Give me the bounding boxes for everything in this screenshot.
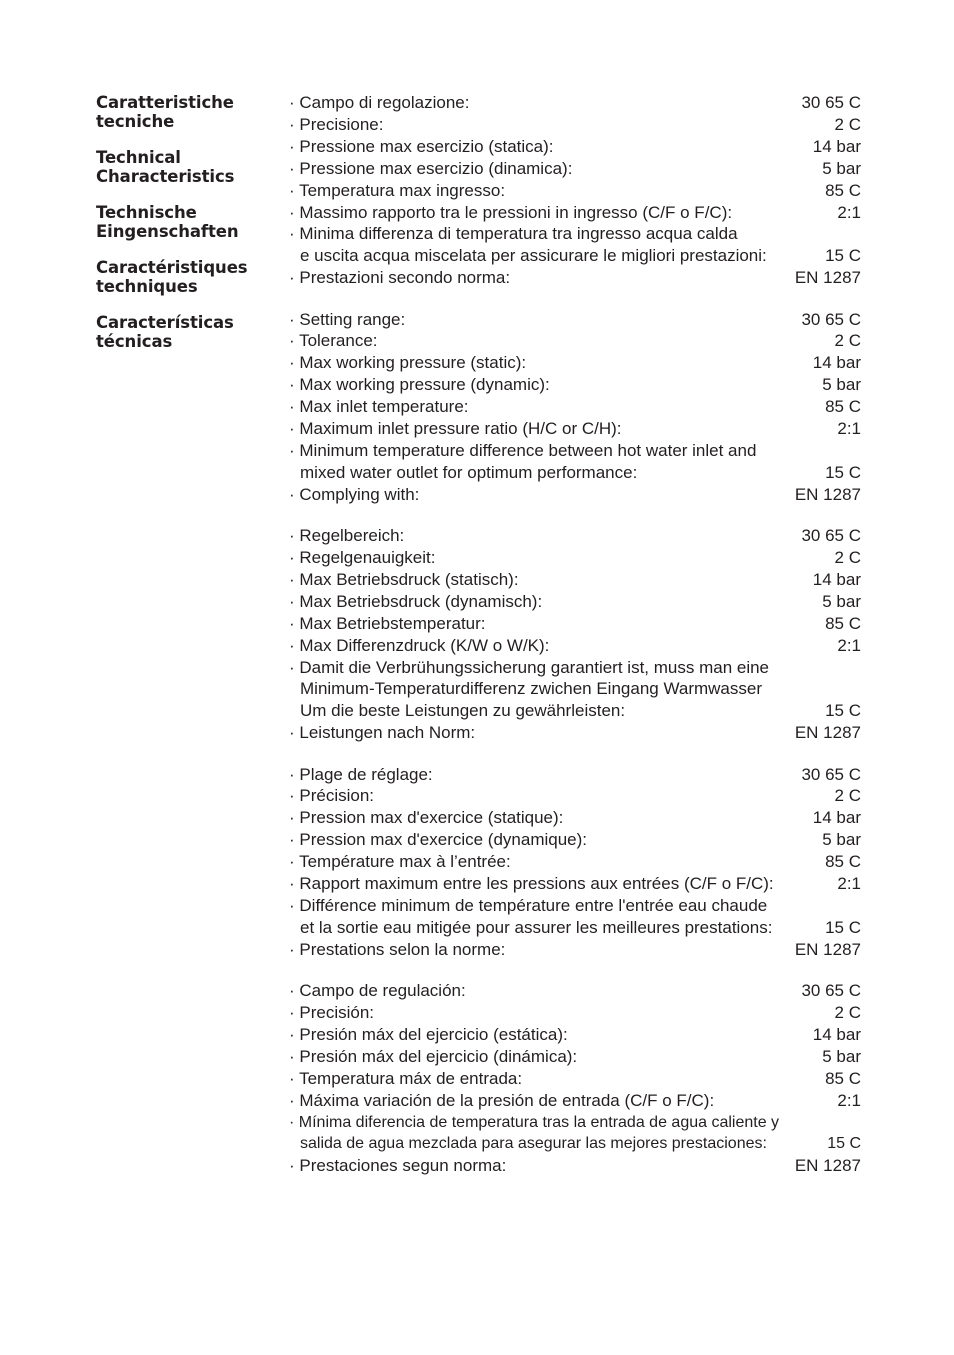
spec-value: 2:1 — [837, 874, 861, 894]
spec-label: · Campo di regolazione: — [289, 93, 470, 112]
spec-label: · Prestations selon la norme: — [289, 939, 506, 959]
spec-label: Um die beste Leistungen zu gewährleisten: — [300, 701, 626, 721]
spec-row — [289, 895, 861, 917]
spec-value: 14 bar — [812, 1024, 861, 1044]
spec-row — [289, 917, 861, 939]
spec-section-english — [289, 309, 861, 506]
spec-row — [289, 569, 861, 591]
spec-label: · Mínima diferencia de temperatura tras la entrada de agua caliente y — [289, 1113, 780, 1131]
spec-label: · Presión máx del ejercicio (estática): — [289, 1024, 568, 1044]
spec-label: · Max working pressure (static): — [289, 353, 527, 373]
spec-row — [289, 785, 861, 807]
title-english — [96, 149, 281, 186]
spec-label: · Minima differenza di temperatura tra ingresso acqua calda — [289, 224, 738, 244]
spec-label: · Température max à l’entrée: — [289, 852, 511, 872]
spec-label: · Precisione: — [289, 114, 384, 134]
title-line: Characteristics — [96, 166, 235, 186]
spec-row — [289, 547, 861, 569]
spec-value: 5 bar — [822, 1046, 861, 1066]
spec-value: 15 C — [825, 917, 861, 937]
spec-row — [289, 440, 861, 462]
spec-value: 2 C — [834, 548, 861, 567]
title-line: Eingenschaften — [96, 221, 239, 241]
spec-value: 14 bar — [812, 808, 861, 828]
title-line: Características — [96, 313, 234, 332]
spec-value: 5 bar — [822, 830, 861, 850]
title-spanish — [96, 314, 281, 351]
spec-label: · Presión máx del ejercicio (dinámica): — [289, 1046, 578, 1066]
spec-row — [289, 980, 861, 1002]
spec-value: 15 C — [825, 701, 861, 721]
spec-value: 5 bar — [822, 158, 861, 178]
spec-label: · Campo de regulación: — [289, 981, 466, 1001]
spec-row — [289, 1046, 861, 1068]
spec-label: · Différence minimum de température entre l'entrée eau chaude — [289, 895, 768, 915]
spec-row — [289, 1155, 861, 1177]
spec-label: · Leistungen nach Norm: — [289, 723, 476, 743]
spec-row — [289, 396, 861, 418]
spec-value: 85 C — [825, 613, 861, 633]
spec-label: · Max Betriebstemperatur: — [289, 613, 486, 633]
spec-row — [289, 484, 861, 506]
spec-value: EN 1287 — [794, 484, 861, 504]
spec-row — [289, 939, 861, 961]
spec-label: et la sortie eau mitigée pour assurer les meilleures prestations: — [300, 917, 773, 937]
spec-label: · Pression max d'exercice (statique): — [289, 808, 564, 828]
spec-label: Minimum-Temperaturdifferenz zwichen Eingang Warmwasser — [300, 679, 762, 699]
spec-row — [289, 1090, 861, 1112]
title-italian — [96, 94, 281, 131]
spec-value: 2 C — [834, 331, 861, 351]
spec-value: 14 bar — [812, 136, 861, 156]
spec-label: · Precisión: — [289, 1003, 375, 1022]
spec-row — [289, 309, 861, 331]
title-line: técnicas — [96, 331, 173, 351]
spec-label: · Max Betriebsdruck (statisch): — [289, 569, 519, 589]
spec-row — [289, 330, 861, 352]
spec-label: · Damit die Verbrühungssicherung garantiert ist, muss man eine — [289, 657, 770, 677]
spec-section-italian — [289, 92, 861, 289]
spec-row — [289, 1133, 861, 1155]
spec-value: 30 65 C — [801, 93, 861, 112]
spec-value: 15 C — [825, 246, 861, 266]
spec-row — [289, 829, 861, 851]
spec-value: 14 bar — [812, 353, 861, 373]
spec-value: 2 C — [834, 114, 861, 134]
spec-value: EN 1287 — [794, 723, 861, 743]
spec-label: · Rapport maximum entre les pressions aux entrées (C/F o F/C): — [289, 874, 774, 894]
spec-label: salida de agua mezclada para asegurar las mejores prestaciones: — [300, 1135, 767, 1153]
spec-row — [289, 1112, 861, 1134]
spec-label: · Précision: — [289, 786, 375, 806]
spec-label: · Plage de réglage: — [289, 764, 433, 784]
spec-value: EN 1287 — [794, 268, 861, 288]
spec-value: 30 65 C — [801, 526, 861, 546]
title-line: Caractéristiques — [96, 258, 248, 277]
title-line: Technische — [96, 203, 197, 222]
spec-value: 2:1 — [837, 419, 861, 439]
spec-row — [289, 223, 861, 245]
title-line: tecniche — [96, 111, 175, 131]
spec-label: · Prestazioni secondo norma: — [289, 268, 511, 288]
spec-row — [289, 352, 861, 374]
spec-row — [289, 1002, 861, 1024]
spec-label: · Max inlet temperature: — [289, 397, 469, 417]
spec-row — [289, 136, 861, 158]
spec-row — [289, 613, 861, 635]
spec-row — [289, 374, 861, 396]
spec-row — [289, 418, 861, 440]
spec-row — [289, 678, 861, 700]
spec-label: · Prestaciones segun norma: — [289, 1156, 507, 1176]
spec-value: 85 C — [825, 180, 861, 200]
spec-value: 5 bar — [822, 375, 861, 395]
spec-row — [289, 202, 861, 224]
spec-label: · Pression max d'exercice (dynamique): — [289, 830, 588, 850]
spec-label: · Massimo rapporto tra le pressioni in ingresso (C/F o F/C): — [289, 202, 733, 222]
spec-row — [289, 764, 861, 786]
spec-value: 30 65 C — [801, 309, 861, 329]
section-titles — [96, 94, 281, 351]
spec-value: 85 C — [825, 1068, 861, 1088]
spec-row — [289, 92, 861, 114]
spec-row — [289, 114, 861, 136]
spec-row — [289, 807, 861, 829]
spec-value: 85 C — [825, 397, 861, 417]
spec-label: · Max working pressure (dynamic): — [289, 375, 550, 395]
spec-label: · Complying with: — [289, 484, 420, 504]
title-german — [96, 204, 281, 241]
spec-section-french — [289, 764, 861, 961]
spec-label: · Max Betriebsdruck (dynamisch): — [289, 591, 543, 611]
spec-row — [289, 267, 861, 289]
spec-section-german — [289, 525, 861, 744]
spec-value: 2 C — [834, 786, 861, 806]
spec-value: 2 C — [834, 1003, 861, 1022]
spec-value: 30 65 C — [801, 764, 861, 784]
spec-row — [289, 525, 861, 547]
spec-label: · Regelgenauigkeit: — [289, 548, 436, 567]
spec-value: 30 65 C — [801, 981, 861, 1001]
title-line: Caratteristiche — [96, 93, 234, 112]
spec-row — [289, 1068, 861, 1090]
spec-value: EN 1287 — [794, 1156, 861, 1176]
spec-label: e uscita acqua miscelata per assicurare le migliori prestazioni: — [300, 246, 767, 266]
spec-label: · Pressione max esercizio (dinamica): — [289, 158, 573, 178]
spec-row — [289, 851, 861, 873]
spec-row — [289, 873, 861, 895]
spec-value: 2:1 — [837, 202, 861, 222]
spec-row — [289, 180, 861, 202]
spec-value: EN 1287 — [794, 939, 861, 959]
spec-label: · Temperatura max ingresso: — [289, 180, 506, 200]
spec-label: mixed water outlet for optimum performance: — [300, 462, 638, 482]
spec-label: · Tolerance: — [289, 331, 378, 351]
specifications-list — [289, 92, 861, 1177]
spec-label: · Minimum temperature difference between hot water inlet and — [289, 440, 757, 460]
spec-row — [289, 635, 861, 657]
spec-label: · Regelbereich: — [289, 526, 405, 546]
title-line: Technical — [96, 148, 181, 167]
spec-label: · Maximum inlet pressure ratio (H/C or C/H): — [289, 419, 622, 439]
title-french — [96, 259, 281, 296]
spec-row — [289, 1024, 861, 1046]
spec-label: · Máxima variación de la presión de entrada (C/F o F/C): — [289, 1090, 715, 1110]
spec-label: · Setting range: — [289, 309, 406, 329]
spec-value: 5 bar — [822, 591, 861, 611]
spec-row — [289, 657, 861, 679]
spec-row — [289, 591, 861, 613]
spec-row — [289, 462, 861, 484]
spec-row — [289, 722, 861, 744]
spec-row — [289, 158, 861, 180]
spec-value: 2:1 — [837, 635, 861, 655]
spec-value: 15 C — [825, 462, 861, 482]
spec-label: · Temperatura máx de entrada: — [289, 1068, 523, 1088]
spec-section-spanish — [289, 980, 861, 1177]
spec-row — [289, 700, 861, 722]
spec-label: · Pressione max esercizio (statica): — [289, 136, 554, 156]
spec-value: 85 C — [825, 852, 861, 872]
spec-value: 15 C — [827, 1135, 861, 1153]
spec-value: 14 bar — [812, 569, 861, 589]
spec-label: · Max Differenzdruck (K/W o W/K): — [289, 635, 550, 655]
title-line: techniques — [96, 276, 198, 296]
spec-value: 2:1 — [837, 1090, 861, 1110]
spec-row — [289, 245, 861, 267]
